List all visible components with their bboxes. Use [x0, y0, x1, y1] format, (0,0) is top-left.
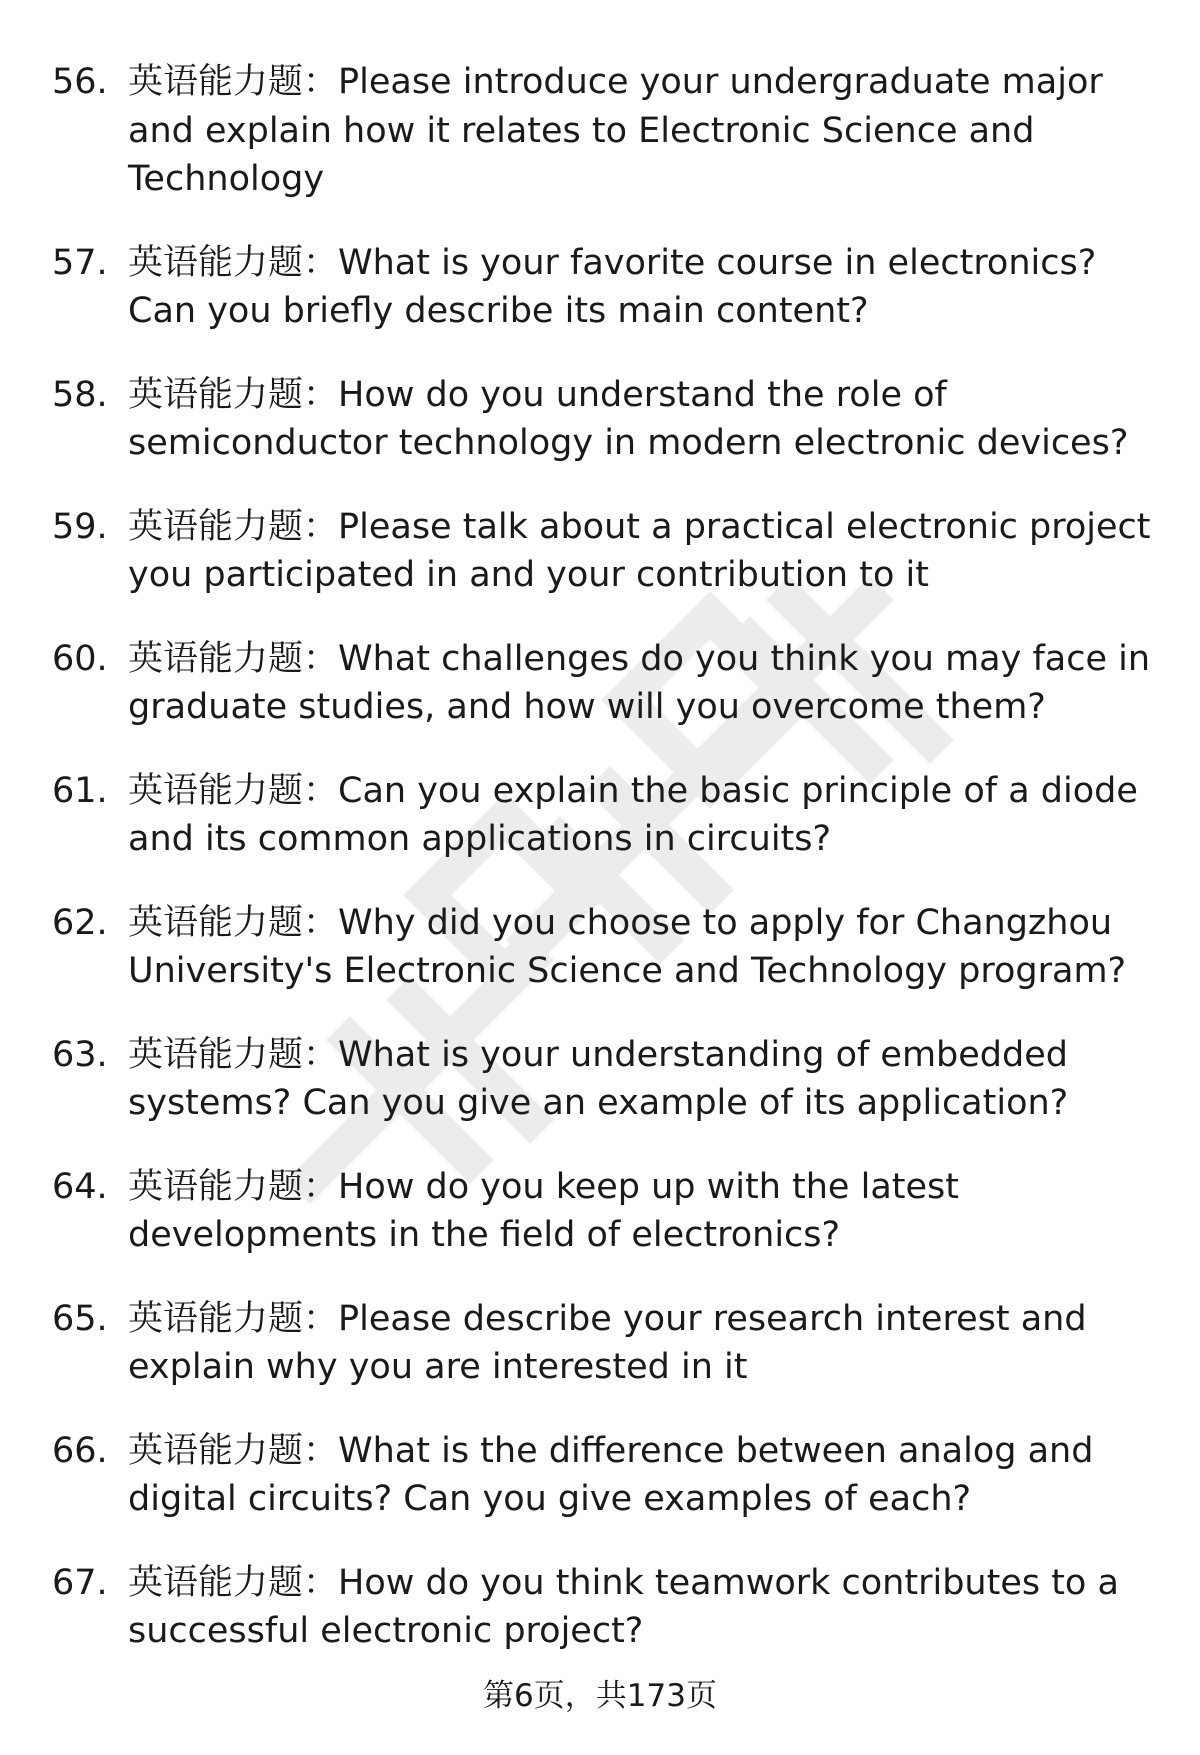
- question-number: 62.: [52, 902, 108, 943]
- question-number: 63.: [52, 1034, 108, 1075]
- question-item: [0, 899, 1200, 996]
- question-item: [0, 1295, 1200, 1392]
- question-item: [0, 371, 1200, 468]
- question-category-label: 英语能力题：: [128, 1034, 339, 1075]
- question-item: [0, 767, 1200, 864]
- question-item: [0, 1031, 1200, 1128]
- question-text: What challenges do you think you may face in graduate studies, and how will you overcome them?: [128, 638, 1151, 727]
- question-category-label: 英语能力题：: [128, 506, 339, 547]
- question-category-label: 英语能力题：: [128, 638, 339, 679]
- question-number: 59.: [52, 506, 108, 547]
- question-item: [0, 1559, 1200, 1656]
- question-text-block: [128, 239, 1160, 336]
- question-number: 56.: [52, 62, 108, 102]
- question-text: Why did you choose to apply for Changzhou University's Electronic Science and Technology program?: [128, 902, 1127, 991]
- question-text-block: [128, 767, 1160, 864]
- question-text-block: [128, 1295, 1160, 1392]
- question-category-label: 英语能力题：: [128, 902, 339, 943]
- question-number: 57.: [52, 242, 108, 283]
- question-category-label: 英语能力题：: [128, 1298, 339, 1339]
- question-item: [0, 58, 1200, 204]
- question-category-label: 英语能力题：: [128, 770, 339, 811]
- question-text-block: [128, 503, 1160, 600]
- question-text: What is the difference between analog and digital circuits? Can you give examples of each?: [128, 1430, 1094, 1519]
- question-list: [0, 58, 1200, 1691]
- question-number: 67.: [52, 1562, 108, 1603]
- question-text: How do you think teamwork contributes to a successful electronic project?: [128, 1562, 1119, 1651]
- question-item: [0, 635, 1200, 732]
- question-text-block: [128, 635, 1160, 732]
- question-text: How do you understand the role of semiconductor technology in modern electronic devices?: [128, 374, 1129, 463]
- question-text-block: [128, 58, 1160, 204]
- question-item: [0, 1427, 1200, 1524]
- question-text-block: [128, 899, 1160, 996]
- question-text: Please talk about a practical electronic project you participated in and your contribution to it: [128, 506, 1151, 595]
- question-text-block: [128, 1031, 1160, 1128]
- question-category-label: 英语能力题：: [128, 374, 339, 415]
- question-item: [0, 239, 1200, 336]
- question-text: Please introduce your undergraduate major and explain how it relates to Electronic Science and Technology: [128, 62, 1103, 199]
- question-text-block: [128, 1559, 1160, 1656]
- question-category-label: 英语能力题：: [128, 62, 339, 102]
- question-category-label: 英语能力题：: [128, 1430, 339, 1471]
- page-indicator: 第6页，共173页: [483, 1678, 717, 1714]
- question-number: 65.: [52, 1298, 108, 1339]
- question-number: 60.: [52, 638, 108, 679]
- question-text-block: [128, 1163, 1160, 1260]
- question-number: 61.: [52, 770, 108, 811]
- question-text: Can you explain the basic principle of a diode and its common applications in circuits?: [128, 770, 1138, 859]
- question-text: How do you keep up with the latest developments in the field of electronics?: [128, 1166, 959, 1255]
- question-text-block: [128, 371, 1160, 468]
- question-item: [0, 503, 1200, 600]
- question-category-label: 英语能力题：: [128, 1562, 339, 1603]
- question-number: 64.: [52, 1166, 108, 1207]
- question-category-label: 英语能力题：: [128, 242, 339, 283]
- question-text: Please describe your research interest and explain why you are interested in it: [128, 1298, 1087, 1387]
- question-item: [0, 1163, 1200, 1260]
- question-category-label: 英语能力题：: [128, 1166, 339, 1207]
- question-number: 58.: [52, 374, 108, 415]
- question-text: What is your favorite course in electronics? Can you briefly describe its main content?: [128, 242, 1097, 331]
- question-text-block: [128, 1427, 1160, 1524]
- question-text: What is your understanding of embedded systems? Can you give an example of its application?: [128, 1034, 1069, 1123]
- question-number: 66.: [52, 1430, 108, 1471]
